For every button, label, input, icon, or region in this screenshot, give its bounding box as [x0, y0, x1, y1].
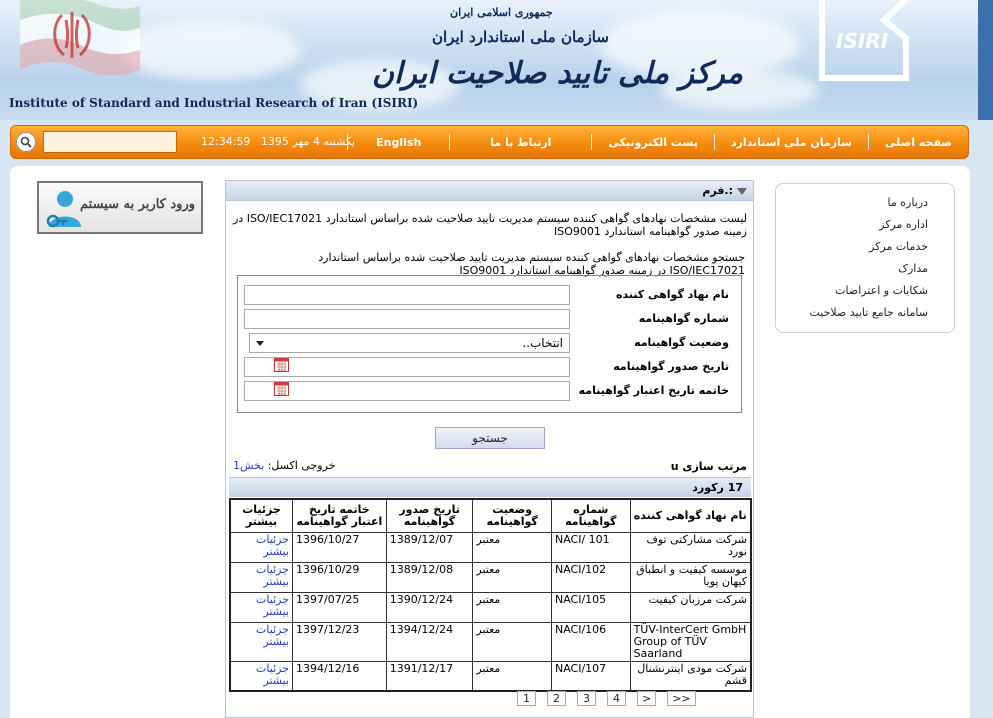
- org-line-1: جمهوری اسلامی ایران: [450, 6, 553, 19]
- header-edge-strip: [978, 0, 993, 120]
- cert-number-label: شماره گواهینامه: [638, 312, 729, 325]
- issue-date-input[interactable]: [244, 357, 570, 377]
- sidebar-item-label: خدمات مرکز: [869, 240, 928, 253]
- table-row: [230, 562, 751, 592]
- cell-status: معتبر: [473, 562, 552, 592]
- nav-date: یکشنبه 4 مهر 1395: [260, 135, 355, 148]
- table-row: [230, 592, 751, 622]
- header-cloud: [120, 20, 300, 80]
- cell-expiry-date: 1396/10/27: [293, 532, 387, 562]
- results-table: [229, 498, 752, 692]
- collapse-triangle-icon: [737, 188, 747, 195]
- body-name-input[interactable]: [244, 285, 570, 305]
- org-line-2: سازمان ملی استاندارد ایران: [432, 28, 609, 46]
- cell-cert-number: NACI/105: [551, 592, 630, 622]
- cell-issue-date: 1394/12/24: [386, 622, 473, 661]
- nav-item-home[interactable]: صفحه اصلی: [885, 135, 952, 149]
- cell-issue-date: 1390/12/24: [386, 592, 473, 622]
- cell-body-name: شرکت مودی اینترنشنال قشم: [630, 661, 751, 691]
- iran-flag-emblem-icon: [20, 0, 140, 100]
- table-row: [230, 622, 751, 661]
- page-1-button[interactable]: 1: [517, 691, 536, 706]
- excel-export-link[interactable]: بخش1: [233, 459, 265, 472]
- cell-expiry-date: 1396/10/29: [293, 562, 387, 592]
- sidebar-item-services[interactable]: [776, 236, 928, 258]
- cert-status-label: وضعیت گواهینامه: [634, 336, 729, 349]
- calendar-icon[interactable]: [274, 358, 289, 372]
- expiry-date-input[interactable]: [244, 381, 570, 401]
- excel-label: خروجی اکسل:: [267, 459, 336, 472]
- sidebar-item-accreditation-system[interactable]: سامانه جامع تایید صلاحیت: [809, 306, 928, 319]
- nav-item-english[interactable]: English: [376, 135, 422, 149]
- nav-datetime: [201, 135, 355, 148]
- cell-issue-date: 1389/12/08: [386, 562, 473, 592]
- cell-body-name: شرکت مشارکتی توف نورد: [630, 532, 751, 562]
- isiri-logo-icon: [814, 0, 914, 84]
- cell-expiry-date: 1397/12/23: [293, 622, 387, 661]
- sidebar-menu: [775, 183, 955, 333]
- nav-item-contact[interactable]: ارتباط با ما: [490, 135, 552, 149]
- details-link[interactable]: جزئیات بیشتر: [256, 532, 290, 558]
- details-link[interactable]: جزئیات بیشتر: [256, 562, 290, 588]
- search-submit-button[interactable]: جستجو: [435, 427, 545, 449]
- last-page-button[interactable]: >>: [667, 691, 695, 706]
- sidebar-item-complaints[interactable]: شکایات و اعتراضات: [835, 284, 928, 297]
- expiry-date-label: خاتمه تاریخ اعتبار گواهینامه: [578, 384, 729, 397]
- details-link[interactable]: جزئیات بیشتر: [256, 661, 290, 687]
- record-count-bar: 17 رکورد: [229, 477, 751, 497]
- form-header[interactable]: [226, 181, 753, 201]
- col-header-status[interactable]: وضعیت گواهینامه: [473, 499, 552, 532]
- dropdown-arrow-icon: [256, 341, 264, 346]
- calendar-icon[interactable]: [274, 382, 289, 396]
- cell-expiry-date: 1397/07/25: [293, 592, 387, 622]
- search-fieldset: [237, 275, 742, 413]
- cert-status-selected: انتخاب..: [522, 336, 563, 350]
- nav-item-standards-org[interactable]: سازمان ملی استاندارد: [730, 135, 852, 149]
- cell-body-name: موسسه کیفیت و انطباق کیهان پویا: [630, 562, 751, 592]
- cell-body-name: شرکت مرزبان کیفیت: [630, 592, 751, 622]
- sidebar-item-about[interactable]: درباره ما: [887, 196, 928, 209]
- cell-status: معتبر: [473, 532, 552, 562]
- excel-export: [233, 459, 335, 472]
- cell-cert-number: NACI/107: [551, 661, 630, 691]
- cell-cert-number: NACI/102: [551, 562, 630, 592]
- sidebar-item-management[interactable]: اداره مرکز: [879, 218, 928, 231]
- cell-status: معتبر: [473, 661, 552, 691]
- body-name-label: نام نهاد گواهی کننده: [615, 288, 729, 301]
- cell-status: معتبر: [473, 592, 552, 622]
- site-title: مرکز ملی تایید صلاحیت ایران: [372, 56, 743, 91]
- search-icon: [20, 136, 32, 148]
- col-header-cert-number[interactable]: شماره گواهینامه: [551, 499, 630, 532]
- user-login-icon: [43, 187, 83, 231]
- isiri-english-name: Institute of Standard and Industrial Research of Iran (ISIRI): [9, 96, 419, 110]
- list-description: لیست مشخصات نهادهای گواهی کننده سیستم مدیریت تایید صلاحیت شده براساس استاندارد ISO/IEC17021 در زمینه صدور گواهینامه استاندارد ISO9001: [232, 212, 747, 238]
- table-row: [230, 661, 751, 691]
- sidebar-item-documents[interactable]: مدارک: [898, 262, 928, 275]
- nav-time: 12:34:59: [201, 135, 251, 148]
- main-navbar: [10, 125, 969, 159]
- nav-item-email[interactable]: پست الکترونیکی: [608, 135, 698, 149]
- sort-label[interactable]: مرتب سازی u: [670, 460, 747, 473]
- page-3-button[interactable]: 3: [577, 691, 596, 706]
- nav-menu: [347, 126, 968, 158]
- pagination: [517, 691, 696, 706]
- table-header-row: [230, 499, 751, 532]
- details-link[interactable]: جزئیات بیشتر: [256, 592, 290, 618]
- cell-issue-date: 1391/12/17: [386, 661, 473, 691]
- form-header-title: :.فرم: [702, 184, 733, 197]
- cell-status: معتبر: [473, 622, 552, 661]
- cell-expiry-date: 1394/12/16: [293, 661, 387, 691]
- issue-date-label: تاریخ صدور گواهینامه: [613, 360, 729, 373]
- col-header-details: جزئیات بیشتر: [230, 499, 293, 532]
- login-label: ورود کاربر به سیستم: [80, 197, 195, 212]
- login-button[interactable]: [37, 181, 203, 234]
- cert-status-select[interactable]: [249, 333, 570, 353]
- cell-body-name: TÜV-InterCert GmbH Group of TÜV Saarland: [630, 622, 751, 661]
- isiri-logo-text: ISIRI: [836, 29, 889, 53]
- page-2-button[interactable]: 2: [547, 691, 566, 706]
- cert-number-input[interactable]: [244, 309, 570, 329]
- cell-cert-number: NACI/ 101: [551, 532, 630, 562]
- col-header-body-name[interactable]: نام نهاد گواهی کننده: [630, 499, 751, 532]
- form-section: [225, 180, 754, 718]
- next-page-button[interactable]: >: [637, 691, 656, 706]
- cell-issue-date: 1389/12/07: [386, 532, 473, 562]
- table-row: [230, 532, 751, 562]
- site-header: [0, 0, 993, 120]
- col-header-issue-date[interactable]: تاریخ صدور گواهینامه: [386, 499, 473, 532]
- search-input[interactable]: [43, 131, 177, 153]
- cell-cert-number: NACI/106: [551, 622, 630, 661]
- search-description: جستجو مشخصات نهادهای گواهی کننده سیستم مدیریت تایید صلاحیت شده براساس استاندارد ISO/IEC17021 در زمینه صدور گواهینامه استاندارد ISO9001: [318, 251, 745, 277]
- col-header-expiry-date[interactable]: خاتمه تاریخ اعتبار گواهینامه: [293, 499, 387, 532]
- details-link[interactable]: جزئیات بیشتر: [256, 622, 290, 648]
- search-button[interactable]: [16, 132, 36, 152]
- page-4-button[interactable]: 4: [607, 691, 626, 706]
